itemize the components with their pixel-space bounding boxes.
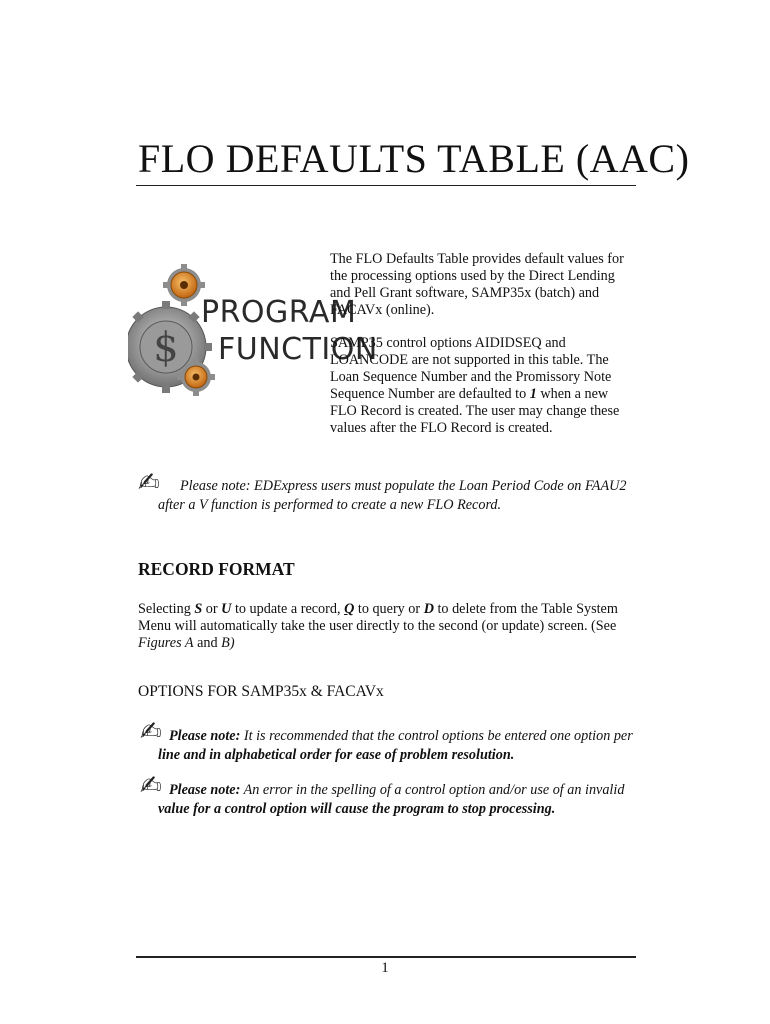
logo-word-program: PROGRAM [201, 295, 357, 330]
spelling-error-note [158, 781, 639, 819]
logo-word-function: FUNCTION [218, 332, 378, 367]
rf-text-5: to delete from the Table System Menu will automatically take the user directly to the second (or update) screen. (See [138, 601, 618, 634]
rf-figure-a: Figures A [138, 635, 194, 651]
note-line-2: after a V function is performed to create a new FLO Record. [158, 497, 502, 513]
rf-key-d: D [423, 601, 434, 617]
gears-dollar-icon [128, 255, 328, 405]
title-underline [136, 185, 636, 186]
rf-text-2: or [202, 601, 222, 617]
intro-paragraph-1: The FLO Defaults Table provides default values for the processing options used by the Direct Lending and Pell Grant software, SAMP35x (batch) and FACAVx (online). [330, 251, 624, 318]
note-text: An error in the spelling of a control option and/or use of an invalid [240, 782, 625, 798]
rf-key-s: S [194, 601, 203, 617]
rf-text-6: and [193, 635, 222, 651]
page-title: FLO DEFAULTS TABLE (AAC) [138, 136, 690, 181]
intro-paragraph-2 [330, 335, 635, 437]
rf-key-q: Q [344, 601, 355, 617]
rf-text-4: to query or [354, 601, 424, 617]
note-line-2 [158, 746, 639, 765]
writing-hand-icon: ✍ [138, 468, 160, 498]
note-line-1: Please note: EDExpress users must populate the Loan Period Code on FAAU2 [180, 478, 627, 494]
note-text-2: line and in alphabetical order for ease of problem resolution. [158, 747, 515, 763]
intro-p2-text-c: when a new FLO Record is created. The user may change these values after the FLO Record is created. [330, 386, 620, 436]
note-line-1 [169, 727, 639, 746]
note-text: It is recommended that the control options be entered one option per [240, 728, 633, 744]
intro-text [330, 251, 635, 453]
record-format-heading: RECORD FORMAT [138, 559, 295, 579]
svg-text:$: $ [153, 325, 179, 371]
note-label: Please note: [169, 728, 241, 744]
note-line-2 [158, 800, 639, 819]
control-options-order-note [158, 727, 639, 765]
intro-p2-default-value: 1 [529, 386, 537, 402]
rf-text-1: Selecting [138, 601, 195, 617]
rf-text-3: to update a record, [231, 601, 345, 617]
intro-p2-text-a: SAMP35 control options AIDIDSEQ and LOANCODE are not supported in this table. The Loan Sequence Number and the Promissory Note Sequence Number are defaulted to [330, 335, 612, 402]
note-label: Please note: [169, 782, 241, 798]
writing-hand-icon: ✍ [140, 717, 162, 747]
program-function-logo [128, 255, 378, 405]
note-text-2: value for a control option will cause the program to stop processing. [158, 801, 556, 817]
record-format-paragraph [138, 601, 638, 652]
note-line-1 [169, 781, 639, 800]
options-heading: OPTIONS FOR SAMP35x & FACAVx [138, 683, 384, 700]
rf-figure-b: B) [221, 635, 235, 651]
rf-key-u: U [221, 601, 232, 617]
footer-rule [136, 956, 636, 958]
edexpress-note [158, 477, 640, 515]
page-number: 1 [381, 960, 389, 976]
writing-hand-icon: ✍ [140, 771, 162, 801]
